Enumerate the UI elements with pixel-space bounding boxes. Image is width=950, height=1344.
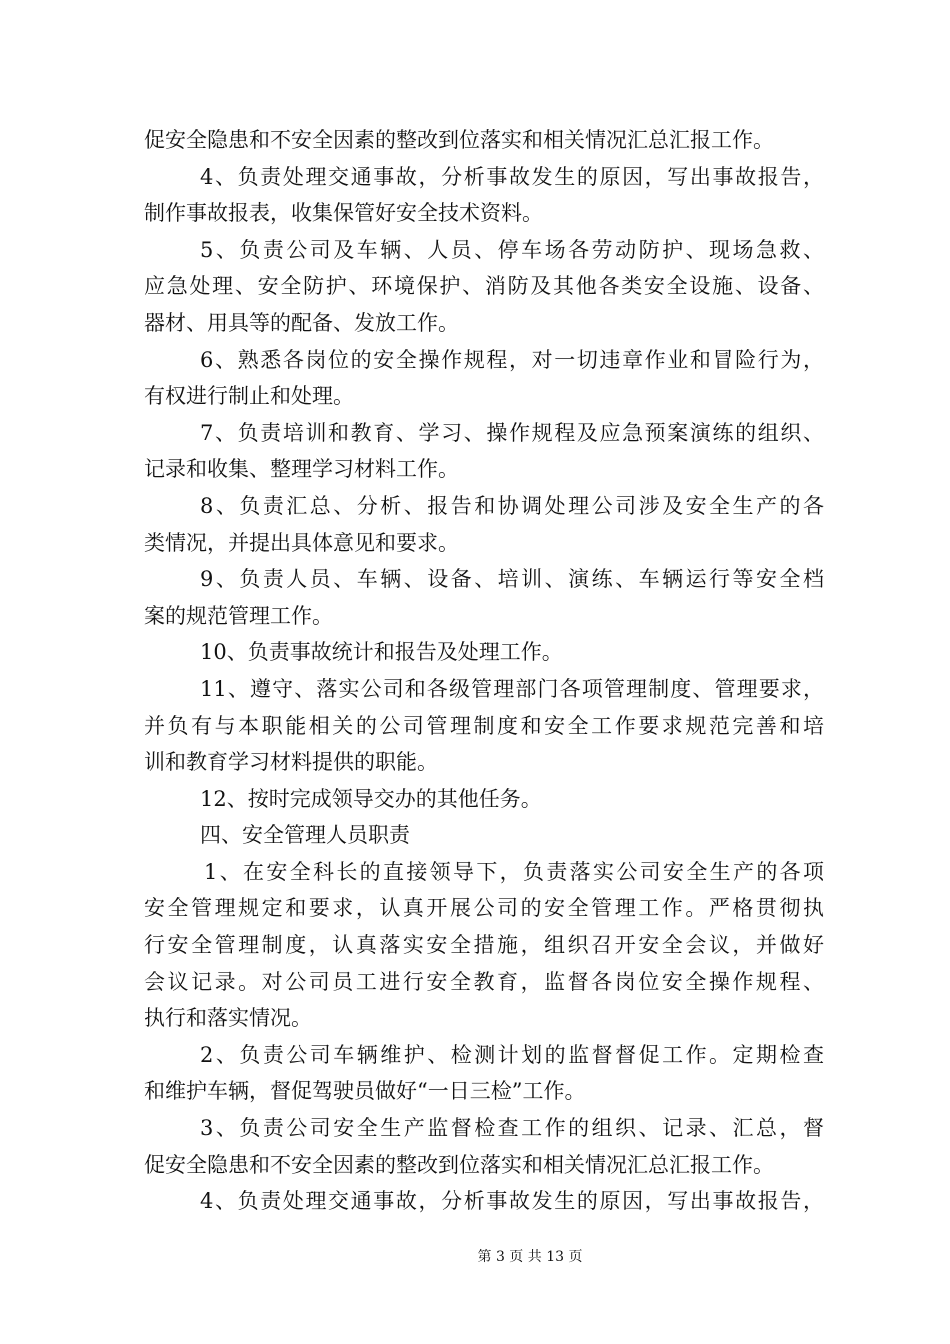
text-line: 促安全隐患和不安全因素的整改到位落实和相关情况汇总汇报工作。 — [144, 128, 774, 152]
text-line: 行安全管理制度，认真落实安全措施，组织召开安全会议，并做好 — [144, 933, 824, 958]
text-line: 制作事故报表，收集保管好安全技术资料。 — [144, 201, 543, 226]
text-line: 促安全隐患和不安全因素的整改到位落实和相关情况汇总汇报工作。 — [144, 1152, 774, 1177]
text-line: 4、负责处理交通事故，分析事故发生的原因，写出事故报告， — [200, 1189, 824, 1214]
text-line: 并负有与本职能相关的公司管理制度和安全工作要求规范完善和培 — [144, 713, 824, 738]
text-line: 类情况，并提出具体意见和要求。 — [144, 530, 459, 555]
text-line: 和维护车辆，督促驾驶员做好“一日三检”工作。 — [144, 1079, 586, 1104]
text-line: 执行和落实情况。 — [144, 1006, 312, 1031]
text-line: 训和教育学习材料提供的职能。 — [144, 750, 438, 775]
text-line: 四、安全管理人员职责 — [200, 823, 410, 848]
text-line: 会议记录。对公司员工进行安全教育，监督各岗位安全操作规程、 — [144, 969, 824, 994]
text-line: 1、在安全科长的直接领导下，负责落实公司安全生产的各项 — [204, 859, 824, 884]
text-line: 器材、用具等的配备、发放工作。 — [144, 310, 459, 335]
text-line: 安全管理规定和要求，认真开展公司的安全管理工作。严格贯彻执 — [144, 896, 824, 921]
text-line: 8、负责汇总、分析、报告和协调处理公司涉及安全生产的各 — [200, 493, 824, 518]
document-body — [144, 122, 824, 1220]
text-line: 有权进行制止和处理。 — [144, 384, 354, 409]
text-line: 9、负责人员、车辆、设备、培训、演练、车辆运行等安全档 — [200, 567, 824, 592]
text-line: 11、遵守、落实公司和各级管理部门各项管理制度、管理要求， — [200, 676, 824, 701]
text-line: 应急处理、安全防护、环境保护、消防及其他各类安全设施、设备、 — [144, 274, 824, 299]
text-line: 6、熟悉各岗位的安全操作规程，对一切违章作业和冒险行为， — [200, 347, 824, 372]
text-line: 记录和收集、整理学习材料工作。 — [144, 457, 459, 482]
text-line: 2、负责公司车辆维护、检测计划的监督督促工作。定期检查 — [200, 1042, 824, 1067]
text-line: 3、负责公司安全生产监督检查工作的组织、记录、汇总，督 — [200, 1116, 824, 1141]
text-line: 5、负责公司及车辆、人员、停车场各劳动防护、现场急救、 — [200, 237, 824, 262]
text-line: 4、负责处理交通事故，分析事故发生的原因，写出事故报告， — [200, 164, 824, 189]
text-line: 7、负责培训和教育、学习、操作规程及应急预案演练的组织、 — [200, 420, 824, 445]
text-line: 10、负责事故统计和报告及处理工作。 — [200, 640, 563, 665]
text-line: 12、按时完成领导交办的其他任务。 — [200, 786, 542, 811]
page-footer: 第 3 页 共 13 页 — [477, 1249, 583, 1265]
text-line: 案的规范管理工作。 — [144, 603, 333, 628]
